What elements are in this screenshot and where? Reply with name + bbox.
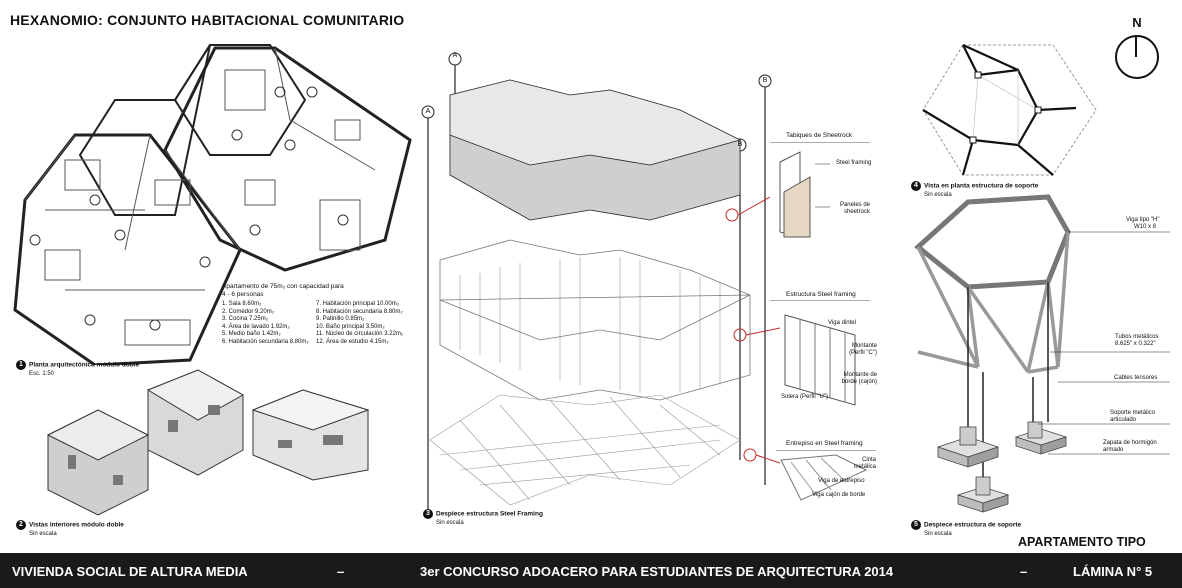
footer-left: VIVIENDA SOCIAL DE ALTURA MEDIA (12, 564, 248, 579)
exploded-steel-framing-drawing (420, 45, 780, 515)
legend-item: 7. Habitación principal 10.00m₂ (316, 301, 400, 307)
callout-viga-h (1126, 217, 1160, 231)
footer-dash-1: – (337, 564, 345, 579)
figure-number: 4 (911, 181, 921, 191)
callout-viga-dintel: Viga dintel (828, 320, 856, 326)
figure-scale: Sin escala (436, 520, 464, 526)
callout-viga-cajon: Viga cajón de borde (812, 492, 866, 498)
footer-dash-2: – (1020, 564, 1028, 579)
callout-entrepiso: Entrepiso en Steel framing (786, 440, 863, 447)
callout-soporte-line2: articulado (1110, 417, 1137, 423)
callout-tabiques: Tabiques de Sheetrock (786, 132, 853, 139)
legend-item: 5. Medio baño 1.42m₂ (222, 331, 281, 338)
north-letter: N (1132, 15, 1142, 30)
footer-center: 3er CONCURSO ADOACERO PARA ESTUDIANTES DE ARQUITECTURA 2014 (420, 564, 894, 579)
figure-label-5 (911, 520, 1021, 538)
callout-viga-h-size: W10 x 8 (1134, 224, 1157, 230)
callout-paneles: Paneles de sheetrock (839, 202, 870, 215)
callout-zapata (1103, 440, 1157, 454)
callout-soporte-line1: Soporte metálico (1110, 410, 1156, 416)
figure-scale: Sin escala (29, 531, 57, 537)
legend-item: 11. Núcleo de circulación 3.22m₂ (316, 331, 404, 338)
legend-item: 3. Cocina 7.25m₂ (222, 316, 269, 323)
callout-estructura: Estructura Steel framing (786, 291, 856, 298)
figure-number: 2 (16, 520, 26, 530)
axis-label-b-mid: B (737, 141, 743, 148)
interior-views-drawing (38, 365, 408, 520)
support-plan-drawing (918, 40, 1103, 180)
support-structure-drawing (908, 192, 1178, 517)
callout-solera: Solera (Perfil "U") (781, 394, 828, 400)
axis-label-b-top: B (762, 77, 768, 84)
figure-scale: Sin escala (924, 192, 952, 198)
figure-title: Vista en planta estructura de soporte (924, 182, 1039, 190)
figure-number: 3 (423, 509, 433, 519)
callout-montante-borde: Montante de borde (cajón) (841, 372, 877, 385)
figure-title: Vistas interiores módulo doble (29, 521, 124, 529)
axis-label-a-left: A (425, 108, 431, 115)
figure-scale: Esc. 1:50 (29, 371, 55, 377)
callout-cables: Cables tensores (1114, 375, 1158, 381)
axis-label-a-top: A (452, 52, 458, 59)
legend-item: 10. Baño principal 3.50m₂ (316, 323, 385, 330)
callout-soporte (1110, 410, 1155, 424)
callout-zapata-line2: armado (1103, 447, 1124, 453)
callout-tubos-size: 8.625" x 0.322" (1115, 341, 1156, 347)
figure-title: Despiece estructura de soporte (924, 521, 1022, 529)
plan-legend-left (222, 301, 309, 347)
callout-viga-entrepiso: Viga de entrepiso (818, 478, 865, 484)
callout-montante: Montante (Perfil "C") (849, 343, 877, 356)
callout-viga-h-name: Viga tipo "H" (1126, 217, 1160, 223)
figure-number: 1 (16, 360, 26, 370)
plan-summary (222, 283, 344, 299)
footer-right: LÁMINA N° 5 (1073, 564, 1153, 579)
callout-cinta: Cinta metálica (853, 457, 876, 470)
legend-item: 12. Área de estudio 4.15m₂ (316, 338, 389, 345)
legend-item: 6. Habitación secundaria 8.80m₂ (222, 338, 309, 345)
legend-item: 4. Área de lavado 1.92m₂ (222, 323, 290, 330)
legend-item: 8. Habitación secundaria 8.80m₂ (316, 308, 403, 315)
figure-number: 5 (911, 520, 921, 530)
apartamento-tipo-label: APARTAMENTO TIPO (1018, 535, 1146, 549)
plan-legend-right (316, 301, 403, 347)
figure-label-2 (16, 520, 124, 538)
sheet-title: HEXANOMIO: CONJUNTO HABITACIONAL COMUNITARIO (10, 12, 405, 28)
figure-title: Despiece estructura Steel Framing (436, 510, 543, 518)
compass-needle (1135, 35, 1137, 57)
figure-label-3 (423, 509, 543, 527)
plan-summary-line1: Apartamento de 75m₂ con capacidad para (222, 283, 344, 290)
footer-bar (0, 553, 1182, 588)
legend-item: 1. Sala 8.60m₂ (222, 301, 262, 307)
compass-icon (1115, 35, 1159, 79)
callout-zapata-line1: Zapata de hormigón (1103, 440, 1157, 446)
callout-tubos-name: Tubos metálicos (1115, 334, 1159, 340)
legend-item: 9. Patinillo 0.85m₂ (316, 316, 365, 323)
callout-tubos (1115, 334, 1158, 348)
north-arrow (1113, 15, 1161, 81)
plan-summary-line2: 4 - 6 personas (222, 291, 264, 298)
sheetrock-detail-drawing (770, 142, 870, 242)
legend-item: 2. Comedor 9.20m₂ (222, 308, 275, 315)
figure-title: Planta arquitectónica módulo doble (29, 361, 140, 369)
figure-scale: Sin escala (924, 531, 952, 537)
callout-steel-framing: Steel framing (836, 160, 872, 166)
